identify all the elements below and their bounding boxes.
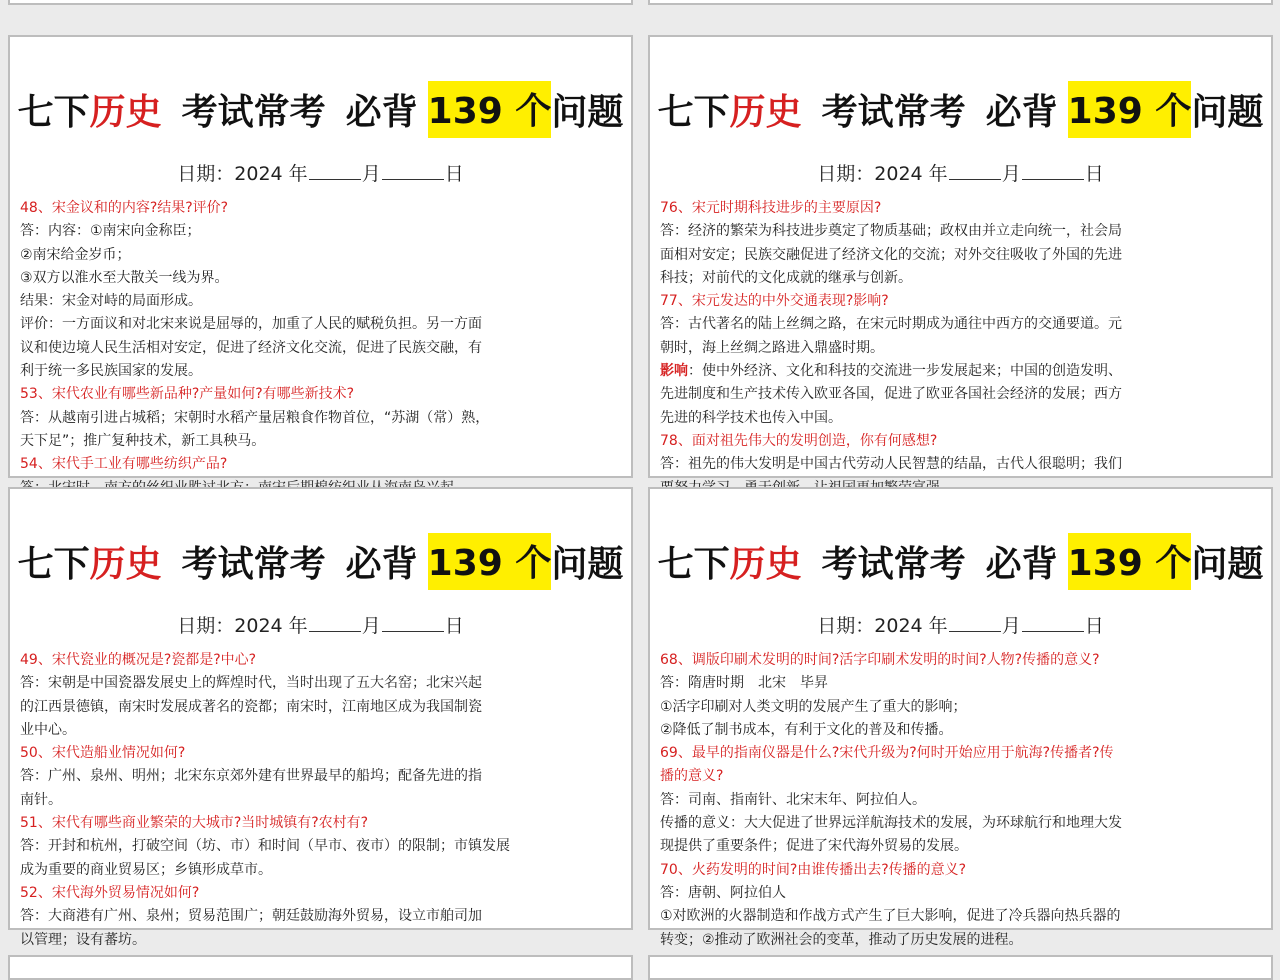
question-line: 51、宋代有哪些商业繁荣的大城市?当时城镇有?农村有? <box>20 815 369 832</box>
month-blank <box>949 615 1001 632</box>
date-line <box>650 159 1271 186</box>
study-card-2 <box>648 35 1273 478</box>
question-line: 50、宋代造船业情况如何? <box>20 745 186 762</box>
title-exam: 考试常考 <box>181 543 326 585</box>
answer-line: ③双方以淮水至大散关一线为界。 <box>20 269 229 286</box>
answer-line: 成为重要的商业贸易区；乡镇形成草市。 <box>20 861 272 878</box>
title-questions: 问题 <box>1191 543 1264 585</box>
date-year: 2024 年 <box>874 163 948 185</box>
title-count-highlight: 139 个 <box>428 533 552 590</box>
answer-line: 面相对安定；民族交融促进了经济文化的交流；对外交往吸收了外国的先进 <box>660 246 1122 263</box>
answer-line: 利于统一多民族国家的发展。 <box>20 363 202 380</box>
date-label: 日期： <box>177 615 235 637</box>
month-blank <box>309 163 361 180</box>
title-exam: 考试常考 <box>821 91 966 133</box>
card-title <box>10 77 631 141</box>
question-line: 48、宋金议和的内容?结果?评价? <box>20 200 229 216</box>
date-day: 日 <box>1084 163 1104 185</box>
question-line: 53、宋代农业有哪些新品种?产量如何?有哪些新技术? <box>20 386 355 403</box>
card-body <box>20 649 621 952</box>
date-day: 日 <box>1084 615 1104 637</box>
answer-line: 结果：宋金对峙的局面形成。 <box>20 293 202 310</box>
answer-line: 答：从越南引进占城稻；宋朝时水稻产量居粮食作物首位，“苏湖（常）熟， <box>20 409 490 426</box>
answer-line: 朝时，海上丝绸之路进入鼎盛时期。 <box>660 339 884 356</box>
card-title <box>10 529 631 593</box>
question-line: 70、火药发明的时间?由谁传播出去?传播的意义? <box>660 861 967 878</box>
question-line: 49、宋代瓷业的概况是?瓷都是?中心? <box>20 652 257 668</box>
question-line: 77、宋元发达的中外交通表现?影响? <box>660 293 889 310</box>
date-line <box>650 611 1271 638</box>
card-body <box>660 197 1261 500</box>
answer-line: 答：司南、指南针、北宋末年、阿拉伯人。 <box>660 791 926 808</box>
title-questions: 问题 <box>1191 91 1264 133</box>
answer-line: 答：祖先的伟大发明是中国古代劳动人民智慧的结晶，古代人很聪明；我们 <box>660 456 1122 473</box>
card-body <box>20 197 621 500</box>
title-must: 必背 <box>345 91 418 133</box>
answer-line: ②南宋给金岁币； <box>20 246 131 263</box>
month-blank <box>949 163 1001 180</box>
date-day: 日 <box>444 615 464 637</box>
title-grade: 七下 <box>17 91 90 133</box>
title-exam: 考试常考 <box>821 543 966 585</box>
answer-line: ①活字印刷对人类文明的发展产生了重大的影响； <box>660 698 967 715</box>
date-day: 日 <box>444 163 464 185</box>
answer-line: ①对欧洲的火器制造和作战方式产生了巨大影响，促进了冷兵器向热兵器的 <box>660 908 1121 925</box>
title-must: 必背 <box>985 91 1058 133</box>
answer-line: 答：唐朝、阿拉伯人 <box>660 884 786 901</box>
answer-line: 答：开封和杭州，打破空间（坊、市）和时间（早市、夜市）的限制；市镇发展 <box>20 838 510 855</box>
answer-line: 现提供了重要条件；促进了宋代海外贸易的发展。 <box>660 838 968 855</box>
title-must: 必背 <box>985 543 1058 585</box>
question-line: 76、宋元时期科技进步的主要原因? <box>660 200 882 216</box>
title-grade: 七下 <box>657 543 730 585</box>
title-grade: 七下 <box>17 543 90 585</box>
date-label: 日期： <box>177 163 235 185</box>
date-line <box>10 611 631 638</box>
answer-line: ②降低了制书成本，有利于文化的普及和传播。 <box>660 721 953 738</box>
answer-line: 答：经济的繁荣为科技进步奠定了物质基础；政权由并立走向统一，社会局 <box>660 223 1122 240</box>
answer-line: 答：广州、泉州、明州；北宋东京郊外建有世界最早的船坞；配备先进的指 <box>20 768 482 785</box>
day-blank <box>382 163 444 180</box>
answer-line: 转变；②推动了欧洲社会的变革，推动了历史发展的进程。 <box>660 931 1023 948</box>
title-exam: 考试常考 <box>181 91 326 133</box>
title-count-highlight: 139 个 <box>428 81 552 138</box>
title-questions: 问题 <box>551 543 624 585</box>
answer-line: 议和使边境人民生活相对安定，促进了经济文化交流，促进了民族交融，有 <box>20 339 482 356</box>
date-month: 月 <box>1001 615 1021 637</box>
date-year: 2024 年 <box>234 163 308 185</box>
partial-card-top-left <box>8 0 633 5</box>
partial-card-bottom-left <box>8 955 633 980</box>
card-body <box>660 649 1261 952</box>
answer-line: 的江西景德镇，南宋时发展成著名的瓷都；南宋时，江南地区成为我国制瓷 <box>20 698 482 715</box>
answer-line: 答：宋朝是中国瓷器发展史上的辉煌时代，当时出现了五大名窑；北宋兴起 <box>20 675 482 692</box>
date-month: 月 <box>361 163 381 185</box>
day-blank <box>1022 163 1084 180</box>
date-label: 日期： <box>817 163 875 185</box>
answer-line: 先进制度和生产技术传入欧亚各国，促进了欧亚各国社会经济的发展；西方 <box>660 386 1122 403</box>
answer-line: 传播的意义：大大促进了世界远洋航海技术的发展，为环球航行和地理大发 <box>660 815 1122 832</box>
title-grade: 七下 <box>657 91 730 133</box>
date-line <box>10 159 631 186</box>
title-count-highlight: 139 个 <box>1068 533 1192 590</box>
study-card-4 <box>648 487 1273 948</box>
date-year: 2024 年 <box>874 615 948 637</box>
impact-label: 影响 <box>660 363 688 380</box>
day-blank <box>382 615 444 632</box>
question-line: 68、调版印刷术发明的时间?活字印刷术发明的时间?人物?传播的意义? <box>660 652 1100 668</box>
question-line: 54、宋代手工业有哪些纺织产品? <box>20 456 228 473</box>
answer-line: 以管理；设有蕃坊。 <box>20 931 146 948</box>
card-title <box>650 77 1271 141</box>
title-count-highlight: 139 个 <box>1068 81 1192 138</box>
question-line: 52、宋代海外贸易情况如何? <box>20 884 200 901</box>
title-must: 必背 <box>345 543 418 585</box>
impact-text: ：使中外经济、文化和科技的交流进一步发展起来；中国的创造发明、 <box>688 363 1122 380</box>
answer-line: 先进的科学技术也传入中国。 <box>660 409 842 426</box>
day-blank <box>1022 615 1084 632</box>
answer-line: 答：内容：①南宋向金称臣； <box>20 223 201 240</box>
answer-line: 答：古代著名的陆上丝绸之路，在宋元时期成为通往中西方的交通要道。元 <box>660 316 1122 333</box>
partial-card-bottom-right <box>648 955 1273 980</box>
title-subject: 历史 <box>89 91 162 133</box>
answer-line <box>660 360 1261 383</box>
date-month: 月 <box>1001 163 1021 185</box>
title-subject: 历史 <box>729 543 802 585</box>
answer-line: 答：大商港有广州、泉州；贸易范围广；朝廷鼓励海外贸易，设立市舶司加 <box>20 908 482 925</box>
question-line: 78、面对祖先伟大的发明创造，你有何感想? <box>660 432 938 449</box>
answer-line: 评价：一方面议和对北宋来说是屈辱的，加重了人民的赋税负担。另一方面 <box>20 316 482 333</box>
study-card-1 <box>8 35 633 478</box>
answer-line: 天下足”；推广复种技术，新工具秧马。 <box>20 432 266 449</box>
answer-line: 南针。 <box>20 791 62 808</box>
date-year: 2024 年 <box>234 615 308 637</box>
title-questions: 问题 <box>551 91 624 133</box>
question-line: 69、最早的指南仪器是什么?宋代升级为?何时开始应用于航海?传播者?传 <box>660 745 1114 762</box>
card-title <box>650 529 1271 593</box>
answer-line: 科技；对前代的文化成就的继承与创新。 <box>660 269 912 286</box>
date-month: 月 <box>361 615 381 637</box>
partial-card-top-right <box>648 0 1273 5</box>
answer-line: 答：隋唐时期 北宋 毕昇 <box>660 675 828 692</box>
answer-line: 业中心。 <box>20 721 76 738</box>
month-blank <box>309 615 361 632</box>
date-label: 日期： <box>817 615 875 637</box>
study-card-3 <box>8 487 633 948</box>
question-line: 播的意义? <box>660 768 724 785</box>
title-subject: 历史 <box>729 91 802 133</box>
title-subject: 历史 <box>89 543 162 585</box>
